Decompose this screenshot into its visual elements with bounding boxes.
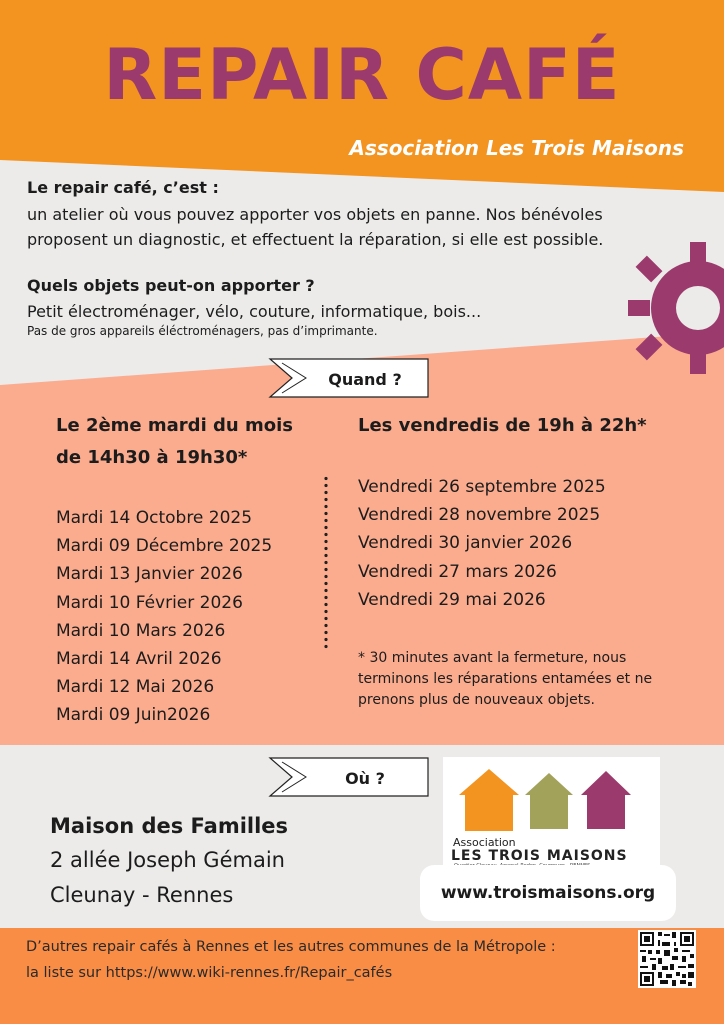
list-item: Mardi 10 Mars 2026 — [56, 620, 226, 641]
logo-association: Association — [453, 836, 516, 849]
list-item: Mardi 12 Mai 2026 — [56, 677, 215, 698]
list-item: Mardi 14 Avril 2026 — [56, 649, 222, 670]
objects-note: Pas de gros appareils éléctroménagers, pas d’imprimante. — [27, 324, 378, 338]
subtitle: Association Les Trois Maisons — [349, 136, 684, 160]
association-logo — [443, 757, 660, 869]
friday-heading: Les vendredis de 19h à 22h* — [358, 415, 647, 436]
list-item: Mardi 13 Janvier 2026 — [56, 564, 243, 585]
objects-text: Petit électroménager, vélo, couture, informatique, bois... — [27, 302, 482, 321]
website-link[interactable]: www.troismaisons.org — [420, 865, 676, 921]
page-title: REPAIR CAFÉ — [103, 34, 621, 116]
column-divider — [324, 475, 328, 650]
where-tag: Où ? — [345, 768, 385, 788]
footer-text — [26, 934, 636, 986]
list-item: Vendredi 28 novembre 2025 — [358, 505, 601, 526]
closing-note — [358, 648, 652, 711]
list-item: Mardi 14 Octobre 2025 — [56, 508, 253, 528]
tuesday-list — [56, 504, 272, 730]
venue-name: Maison des Familles — [50, 814, 289, 838]
list-item: Mardi 09 Décembre 2025 — [56, 536, 273, 557]
tuesday-heading — [56, 410, 293, 474]
list-item: Vendredi 30 janvier 2026 — [358, 533, 573, 554]
logo-name: LES TROIS MAISONS — [451, 848, 628, 864]
footer-line: D’autres repair cafés à Rennes et les autres communes de la Métropole : — [26, 939, 556, 955]
note-line: prenons plus de nouveaux objets. — [358, 692, 595, 708]
note-line: terminons les réparations entamées et ne — [358, 671, 653, 687]
list-item: Vendredi 26 septembre 2025 — [358, 477, 606, 497]
qr-code-icon[interactable] — [638, 930, 696, 988]
list-item: Vendredi 29 mai 2026 — [358, 589, 546, 610]
intro-heading: Le repair café, c’est : — [27, 178, 219, 197]
footer-line[interactable]: la liste sur https://www.wiki-rennes.fr/Repair_cafés — [26, 965, 393, 981]
intro-line: proposent un diagnostic, et effectuent la réparation, si elle est possible. — [27, 230, 604, 249]
list-item: Mardi 10 Février 2026 — [56, 592, 243, 613]
venue-address: 2 allée Joseph Gémain — [50, 848, 285, 872]
list-item: Mardi 09 Juin2026 — [56, 705, 211, 726]
intro-line: un atelier où vous pouvez apporter vos objets en panne. Nos bénévoles — [27, 205, 603, 224]
tuesday-heading-line: Le 2ème mardi du mois — [56, 415, 293, 436]
tuesday-heading-line: de 14h30 à 19h30* — [56, 447, 248, 468]
friday-list — [358, 473, 606, 614]
list-item: Vendredi 27 mars 2026 — [358, 561, 557, 582]
gear-icon — [612, 238, 724, 378]
intro-text — [27, 202, 603, 252]
when-tag: Quand ? — [328, 369, 402, 389]
venue-city: Cleunay - Rennes — [50, 883, 234, 907]
note-line: * 30 minutes avant la fermeture, nous — [358, 650, 627, 666]
qr-pattern — [638, 930, 696, 988]
objects-heading: Quels objets peut-on apporter ? — [27, 276, 315, 295]
